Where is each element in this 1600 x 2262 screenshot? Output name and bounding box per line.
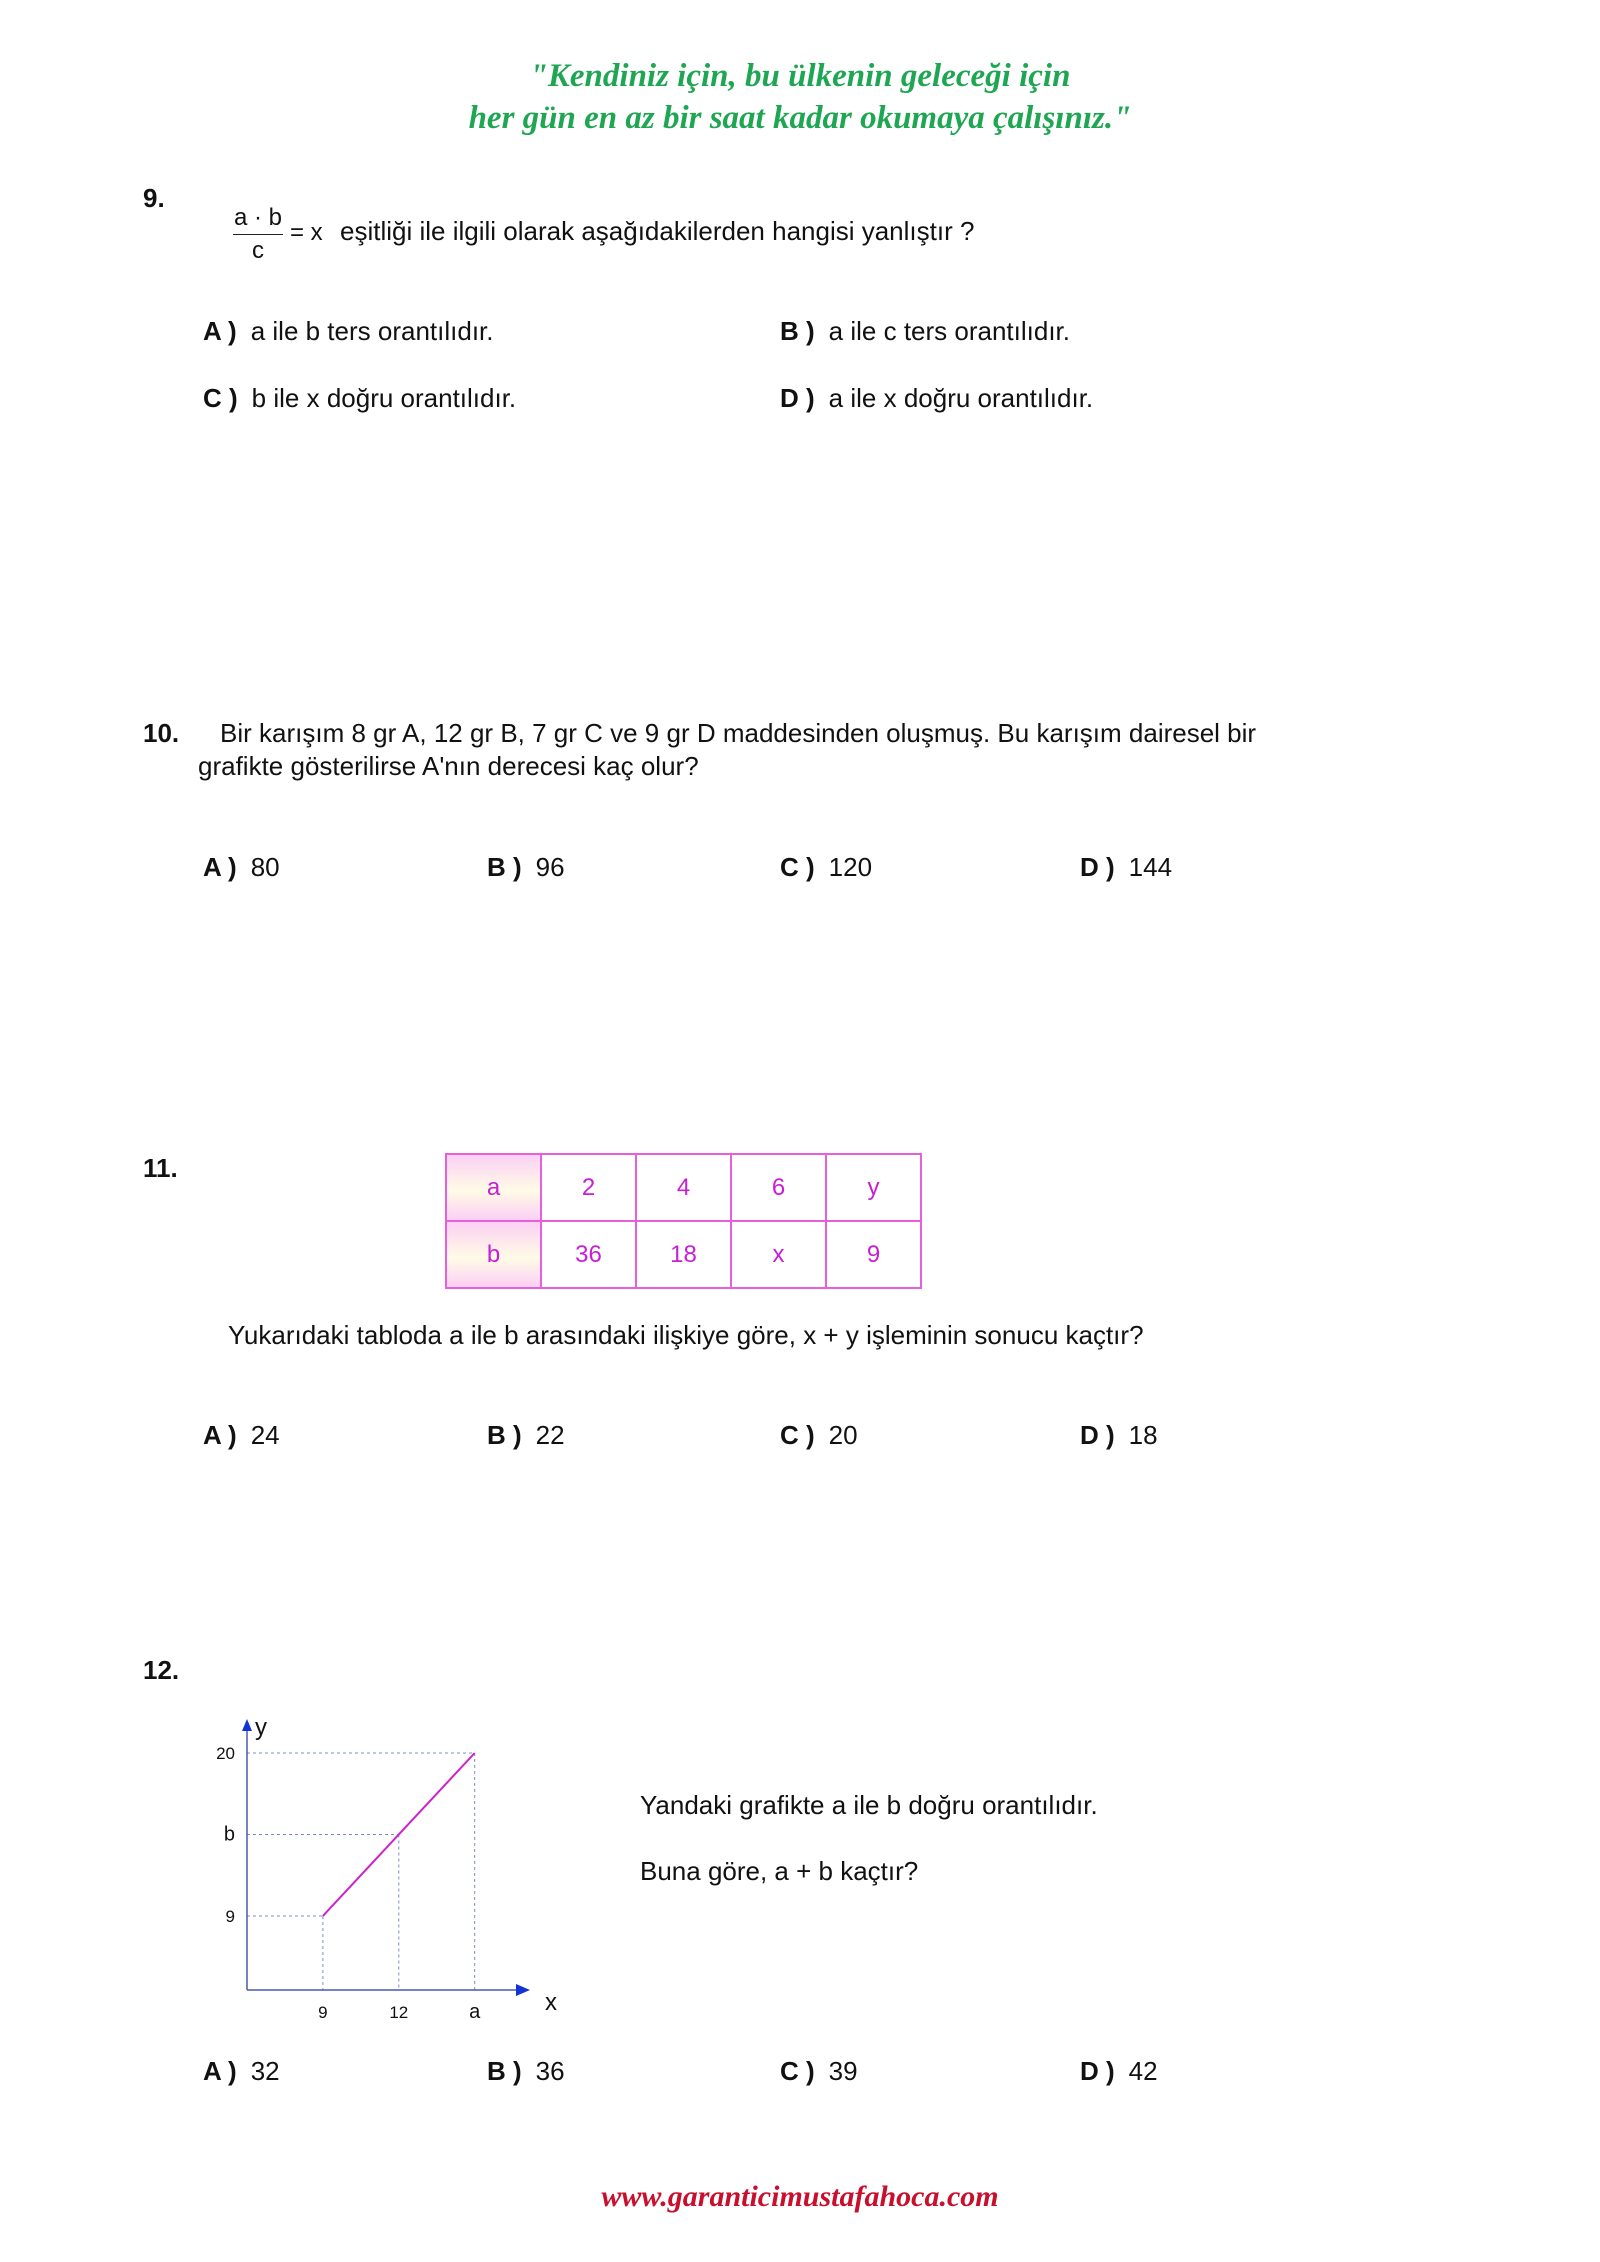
question-10-number: 10. [143,718,180,748]
option-text: 39 [828,2056,858,2086]
question-9-number: 9. [143,183,165,213]
option-label: C ) [780,1420,815,1450]
option-text: 32 [250,2056,280,2086]
option-text: 144 [1128,852,1173,882]
question-11-number: 11. [143,1153,178,1183]
option-text: 120 [828,852,873,882]
table-cell: 9 [826,1221,921,1288]
q12-option-c[interactable] [780,2056,858,2087]
q10-option-b[interactable] [487,852,565,883]
x-axis-label: x [545,1989,557,2016]
option-text: 42 [1128,2056,1158,2086]
q11-option-d[interactable] [1080,1420,1158,1451]
option-text: a ile x doğru orantılıdır. [828,383,1094,413]
q10-option-a[interactable] [203,852,280,883]
option-text: 24 [250,1420,280,1450]
y-axis-arrow-icon [242,1719,252,1731]
table-cell: a [446,1154,541,1221]
table-cell: y [826,1154,921,1221]
table-row-a [446,1154,921,1221]
option-text: a ile c ters orantılıdır. [828,316,1070,346]
q9-equals-x: = x [290,219,323,246]
table-row-b [446,1221,921,1288]
option-label: C ) [203,383,238,413]
option-label: B ) [487,1420,522,1450]
q12-option-b[interactable] [487,2056,565,2087]
table-cell: 6 [731,1154,826,1221]
option-label: B ) [487,852,522,882]
option-label: B ) [487,2056,522,2086]
q9-fraction-bar [233,234,283,235]
option-text: a ile b ters orantılıdır. [250,316,494,346]
q10-question-line-2: grafikte gösterilirse A'nın derecesi kaç olur? [198,751,699,781]
option-text: 36 [535,2056,565,2086]
q11-question-text: Yukarıdaki tabloda a ile b arasındaki ilişkiye göre, x + y işleminin sonucu kaçtır? [228,1320,1144,1350]
footer-website-url[interactable]: www.garanticimustafahoca.com [601,2180,999,2213]
header-quote-line-1: "Kendiniz için, bu ülkenin geleceği için [529,58,1071,94]
q9-option-d[interactable] [780,383,1093,414]
q12-option-a[interactable] [203,2056,280,2087]
x-tick-label: 9 [318,2003,328,2022]
q10-option-d[interactable] [1080,852,1172,883]
q11-option-a[interactable] [203,1420,280,1451]
option-label: D ) [1080,1420,1115,1450]
q9-option-b[interactable] [780,316,1070,347]
x-tick-label: a [469,2001,481,2023]
table-cell: 36 [541,1221,636,1288]
option-label: C ) [780,2056,815,2086]
q9-option-c[interactable] [203,383,516,414]
q12-proportion-graph [200,1715,580,2035]
y-tick-label: b [223,1823,235,1846]
q9-option-a[interactable] [203,316,494,347]
q9-fraction-numerator: a · b [233,204,283,231]
option-label: B ) [780,316,815,346]
question-12-number: 12. [143,1655,180,1685]
option-text: 22 [535,1420,565,1450]
y-axis-label: y [255,1715,267,1741]
graph-tick-labels [216,1744,481,2023]
table-cell: 2 [541,1154,636,1221]
x-axis-arrow-icon [516,1984,530,1996]
q12-question-text-2: Buna göre, a + b kaçtır? [640,1856,919,1886]
q9-question-text: eşitliği ile ilgili olarak aşağıdakilerden hangisi yanlıştır ? [340,216,975,246]
option-text: 96 [535,852,565,882]
option-text: 80 [250,852,280,882]
option-label: A ) [203,2056,237,2086]
q12-question-text-1: Yandaki grafikte a ile b doğru orantılıdır. [640,1790,1098,1820]
option-label: D ) [1080,2056,1115,2086]
q12-option-d[interactable] [1080,2056,1158,2087]
option-label: C ) [780,852,815,882]
option-text: b ile x doğru orantılıdır. [251,383,517,413]
option-text: 18 [1128,1420,1158,1450]
table-cell: 18 [636,1221,731,1288]
header-quote-line-2: her gün en az bir saat kadar okumaya çalışınız." [468,100,1132,136]
q11-option-c[interactable] [780,1420,858,1451]
table-cell: 4 [636,1154,731,1221]
y-tick-label: 20 [216,1744,235,1763]
q9-fraction-denominator: c [252,237,264,264]
q11-option-b[interactable] [487,1420,565,1451]
table-cell: b [446,1221,541,1288]
option-label: A ) [203,1420,237,1450]
x-tick-label: 12 [389,2003,409,2022]
q9-fraction [233,204,283,265]
q10-question-line-1: Bir karışım 8 gr A, 12 gr B, 7 gr C ve 9 gr D maddesinden oluşmuş. Bu karışım dairesel bir [220,718,1257,748]
table-cell: x [731,1221,826,1288]
option-label: A ) [203,316,237,346]
y-tick-label: 9 [225,1906,235,1926]
option-label: D ) [780,383,815,413]
q11-proportion-table [445,1153,922,1289]
option-label: A ) [203,852,237,882]
option-label: D ) [1080,852,1115,882]
q10-option-c[interactable] [780,852,872,883]
option-text: 20 [828,1420,858,1450]
